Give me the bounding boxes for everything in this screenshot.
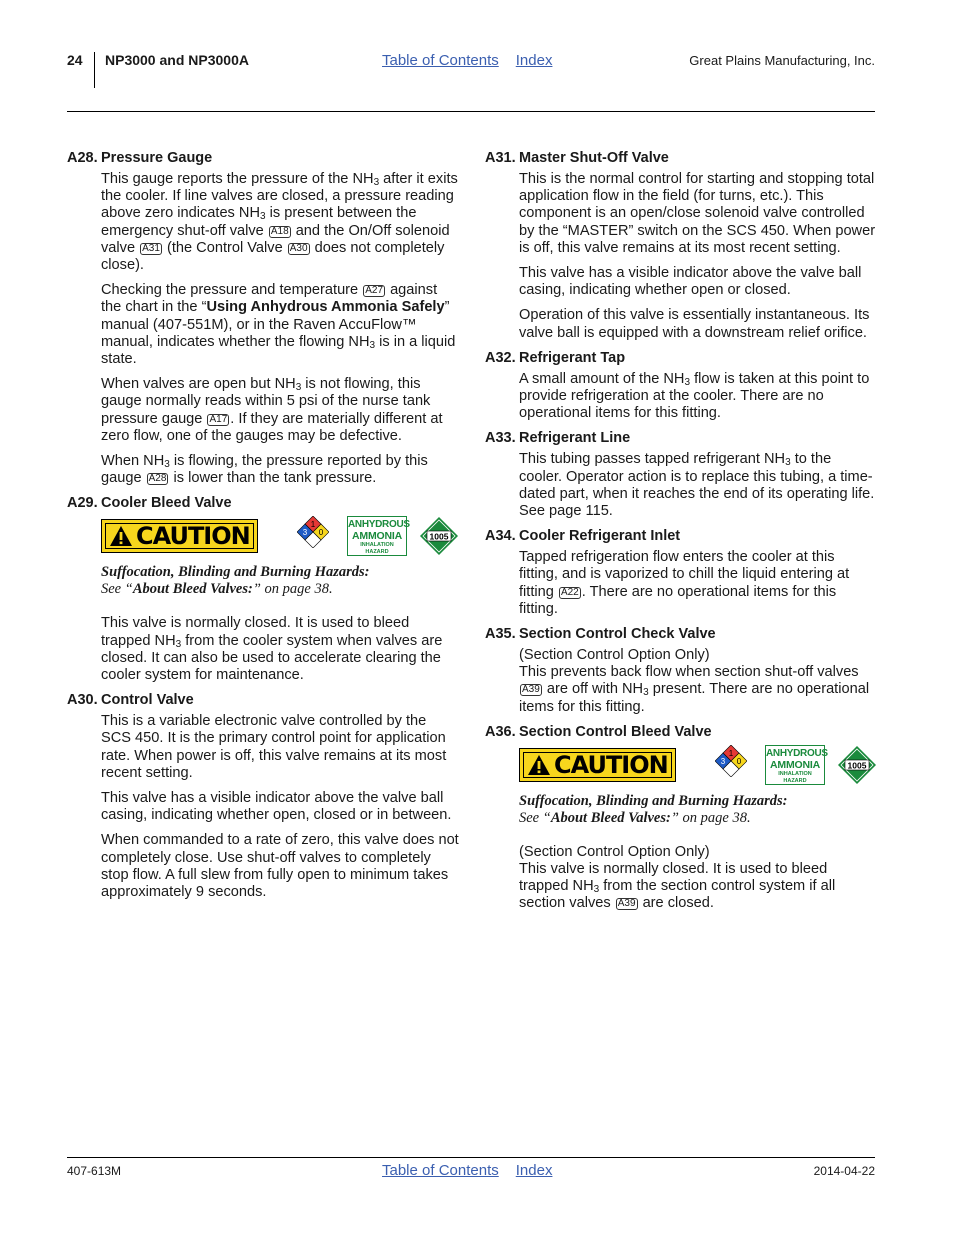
footer-rule [67,1157,875,1158]
section-heading-a29: A29. Cooler Bleed Valve [67,495,232,512]
callout-ref: A39 [522,684,540,696]
section-heading-a34: A34. Cooler Refrigerant Inlet [485,528,681,545]
safety-warning-symbols [101,516,459,560]
section-heading-a30: A30. Control Valve [67,692,194,709]
callout-ref: A22 [560,586,579,598]
paragraph: This valve is normally closed. It is used to bleed trapped $NH_3$ from the cooler system when valves are closed. It can also be used to accelerate clearing the cooler system for maintenance. [101,615,443,684]
svg-text:0: 0 [318,528,324,538]
paragraph: This tubing passes tapped refrigerant $NH_3$ to the cooler. Operator action is to replace this tubing, a time-dated part, when it reaches the end of its operating life. See page 115. [519,451,875,520]
un-placard-icon [419,516,459,556]
section-heading-a28: A28. Pressure Gauge [67,150,213,166]
section-heading-a33: A33. Refrigerant Line [485,430,631,447]
header-nav [382,52,552,69]
paragraph: (Section Control Option Only) This valve is normally closed. It is used to bleed trapped $NH_3$ from the section control system if all section valves A39 are closed. [519,843,836,912]
paragraph: When valves are open but $NH_3$ is not flowing, this gauge normally reads within 5 psi of the nurse tank pressure gauge A17 . If they are materially different at zero flow, one of the gauges may be defective. [101,376,443,444]
svg-text:1: 1 [728,748,734,758]
svg-text:0: 0 [736,756,742,766]
paragraph: (Section Control Option Only) This prevents back flow when section shut-off valves A39 are off with $NH_3$ present. There are no operational items for this fitting. [519,647,870,715]
warning-triangle-icon [527,754,551,776]
page-number: 24 [67,52,83,68]
un-placard-icon [837,745,877,785]
paragraph: Checking the pressure and temperature A27 against the chart in the “Using Anhydrous Ammonia Safely” manual (407-551M), or in the Raven AccuFlow™ manual, indicates whether the flowing $NH_3$ is in a liquid state. [101,282,456,368]
anhydrous-ammonia-label: ANHYDROUS AMMONIA INHALATION HAZARD [765,745,825,785]
nfpa-diamond-icon [715,745,747,777]
callout-ref: A39 [617,898,636,910]
document-number: 407-613M [67,1164,122,1178]
paragraph: This is a variable electronic valve controlled by the SCS 450. It is the primary control point for application rate. When power is off, this valve remains at its most recent setting. [101,713,447,781]
paragraph: This valve has a visible indicator above the valve ball casing, indicating whether open, closed or in between. [101,790,452,824]
callout-ref: A18 [270,225,289,237]
hazard-reference: See “About Bleed Valves:” on page 38. [519,809,751,826]
section-heading-a32: A32. Refrigerant Tap [485,349,626,366]
index-link[interactable]: Index [515,52,553,69]
svg-text:1005: 1005 [847,760,867,771]
paragraph: This is the normal control for starting and stopping total application flow in the field (for turns, etc.). This component is an open/close solenoid valve controlled by the “MASTER” switch on the SCS 450. When power is off, this valve remains at its most recent setting. [519,171,876,256]
callout-ref: A31 [142,242,160,254]
section-heading-a35: A35. Section Control Check Valve [485,626,716,643]
publication-date: 2014-04-22 [813,1164,875,1178]
paragraph: A small amount of the $NH_3$ flow is taken at this point to provide refrigeration at the cooler. There are no operational items for this fitting. [519,370,870,422]
caution-label: CAUTION [519,748,676,782]
paragraph: Tapped refrigeration flow enters the cooler at this fitting, and is vaporized to chill the liquid entering at fitting A22 . There are no operational items for this fitting. [519,549,850,617]
paragraph: Operation of this valve is essentially instantaneous. Its valve ball is equipped with a downstream relief orifice. [519,307,870,341]
paragraph: This valve has a visible indicator above the valve ball casing, indicating whether open or closed. [519,265,862,299]
left-column [67,150,459,901]
warning-triangle-icon [109,525,133,547]
hazard-title: Suffocation, Blinding and Burning Hazards: [101,564,370,581]
right-column [485,150,877,913]
svg-text:1: 1 [310,520,316,530]
paragraph: When $NH_3$ is flowing, the pressure reported by this gauge A28 is lower than the tank pressure. [101,453,428,487]
header-divider [94,52,95,88]
caution-label: CAUTION [101,519,258,553]
hazard-reference: See “About Bleed Valves:” on page 38. [101,581,333,598]
svg-text:3: 3 [302,528,308,538]
footer-nav [382,1162,552,1179]
paragraph: When commanded to a rate of zero, this valve does not completely close. Use shut-off valves to completely stop flow. A full slew from fully open to minimum takes approximately 9 seconds. [101,832,459,901]
safety-warning-symbols [519,745,877,789]
nfpa-diamond-icon [297,516,329,548]
table-of-contents-link[interactable]: Table of Contents [382,1162,499,1179]
callout-ref: A17 [209,413,228,425]
company-name: Great Plains Manufacturing, Inc. [689,53,875,68]
document-title: NP3000 and NP3000A [105,52,249,68]
callout-ref: A27 [365,285,384,297]
callout-ref: A28 [148,473,167,485]
anhydrous-ammonia-label: ANHYDROUS AMMONIA INHALATION HAZARD [347,516,407,556]
callout-ref: A30 [289,242,308,254]
svg-text:3: 3 [720,756,726,766]
table-of-contents-link[interactable]: Table of Contents [382,52,499,69]
section-heading-a36: A36. Section Control Bleed Valve [485,723,712,740]
section-heading-a31: A31. Master Shut-Off Valve [485,150,669,166]
hazard-title: Suffocation, Blinding and Burning Hazards: [519,792,788,809]
index-link[interactable]: Index [515,1162,553,1179]
paragraph: This gauge reports the pressure of the $NH_3$ after it exits the cooler. If line valves are closed, a pressure reading above zero indicates $NH_3$ is present between the emergency shut-off valve A18 and the On/Off solenoid valve A31 (the Control Valve A30 does not completely close). [101,171,458,274]
svg-text:1005: 1005 [429,531,449,542]
header-rule [67,111,875,112]
